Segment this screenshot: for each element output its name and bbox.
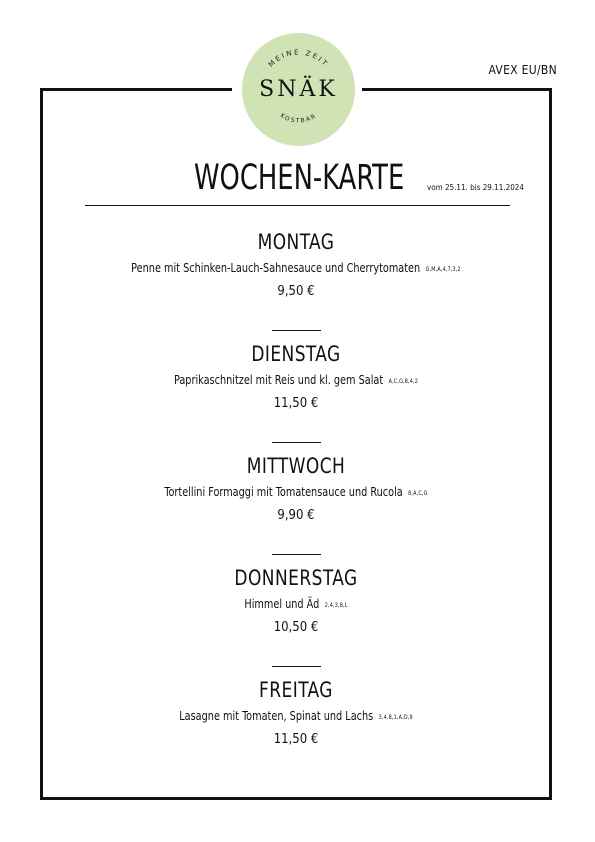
title-block bbox=[85, 150, 524, 206]
dish-line bbox=[66, 261, 527, 277]
day-separator bbox=[272, 554, 321, 555]
weekly-menu bbox=[40, 230, 552, 790]
allergen-codes: 8,A,C,G bbox=[408, 490, 428, 497]
day-name: MONTAG bbox=[257, 230, 335, 254]
svg-text:MEINE ZEIT bbox=[267, 48, 330, 68]
day-separator bbox=[272, 442, 321, 443]
day-thursday bbox=[40, 566, 552, 678]
logo-arc-text bbox=[242, 33, 355, 146]
brand-logo bbox=[242, 33, 355, 146]
dish-line bbox=[66, 485, 527, 501]
dish-line bbox=[66, 709, 527, 725]
date-range: vom 25.11. bis 29.11.2024 bbox=[427, 183, 524, 192]
logo-arc-bottom: KOSTBAR bbox=[278, 112, 319, 125]
dish-price: 11,50 € bbox=[273, 732, 319, 747]
dish-price: 11,50 € bbox=[273, 396, 319, 411]
allergen-codes: G,M,A,4,7,3,2 bbox=[425, 266, 461, 273]
day-name: MITTWOCH bbox=[246, 454, 346, 478]
dish-price: 9,90 € bbox=[277, 508, 315, 523]
page-title: WOCHEN-KARTE bbox=[194, 158, 405, 198]
day-separator bbox=[272, 666, 321, 667]
day-tuesday bbox=[40, 342, 552, 454]
dish-price: 9,50 € bbox=[277, 284, 315, 299]
dish-name: Penne mit Schinken-Lauch-Sahnesauce und Cherrytomaten bbox=[131, 261, 421, 275]
dish-name: Himmel und Äd bbox=[244, 597, 320, 611]
allergen-codes: 3,4,8,1,A,D,9 bbox=[378, 714, 413, 721]
dish-line bbox=[66, 373, 527, 389]
day-monday bbox=[40, 230, 552, 342]
day-name: DONNERSTAG bbox=[234, 566, 358, 590]
dish-line bbox=[66, 597, 527, 613]
dish-name: Paprikaschnitzel mit Reis und kl. gem Salat bbox=[173, 373, 384, 387]
allergen-codes: A,C,G,8,4,2 bbox=[388, 378, 419, 385]
dish-name: Lasagne mit Tomaten, Spinat und Lachs bbox=[179, 709, 374, 723]
svg-text:KOSTBAR bbox=[279, 112, 318, 124]
dish-name: Tortellini Formaggi mit Tomatensauce und Rucola bbox=[164, 485, 403, 499]
day-separator bbox=[272, 330, 321, 331]
dish-price: 10,50 € bbox=[273, 620, 319, 635]
day-name: FREITAG bbox=[259, 678, 333, 702]
day-friday bbox=[40, 678, 552, 790]
day-wednesday bbox=[40, 454, 552, 566]
day-name: DIENSTAG bbox=[251, 342, 341, 366]
logo-arc-top: MEINE ZEIT bbox=[267, 48, 330, 69]
allergen-codes: 2,4,3,8,L bbox=[324, 602, 348, 609]
region-code: AVEX EU/BN bbox=[488, 63, 557, 77]
logo-wordmark: SNÄK bbox=[259, 77, 338, 102]
